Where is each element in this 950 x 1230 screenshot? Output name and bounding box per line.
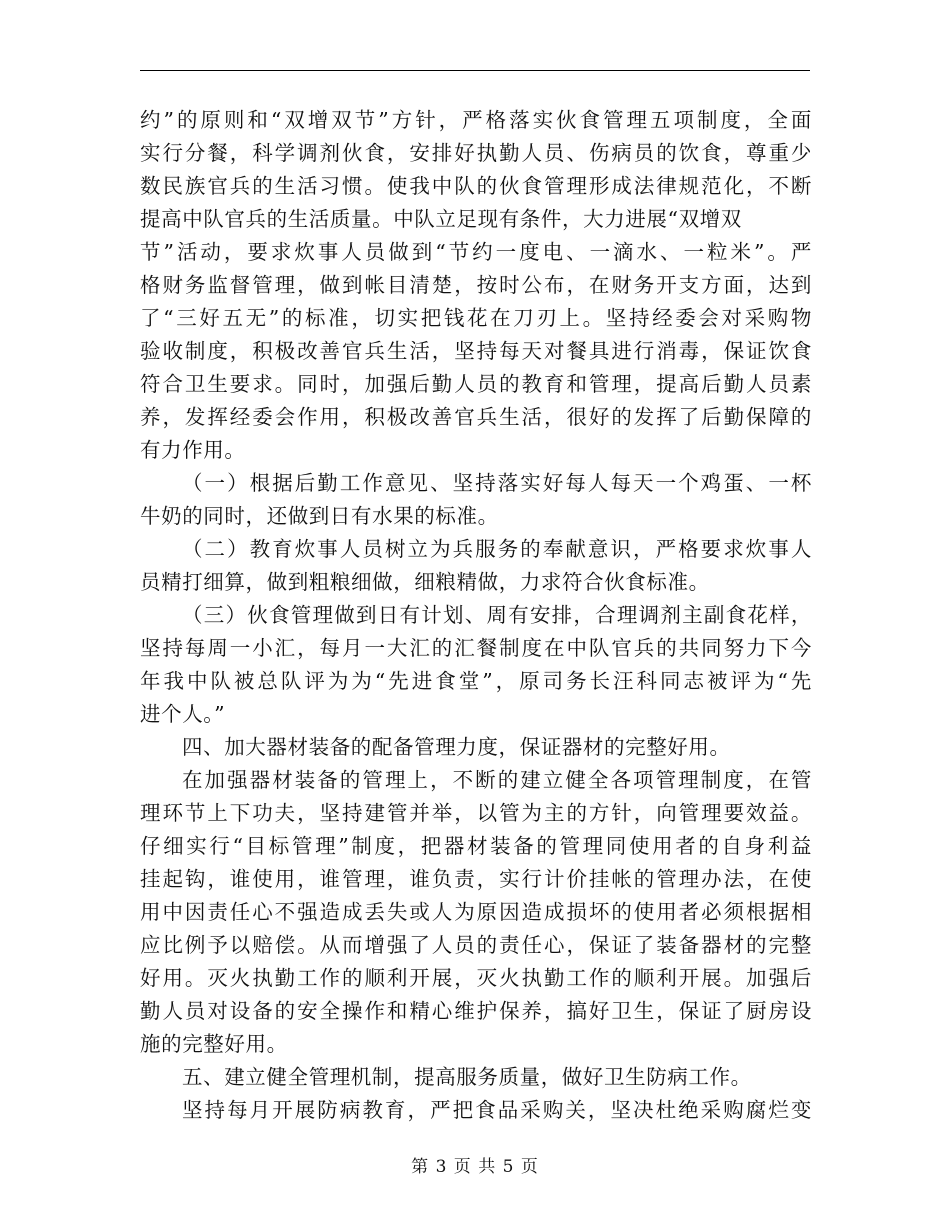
text-line: 理环节上下功夫，坚持建管并举，以管为主的方针，向管理要效益。: [140, 801, 812, 825]
text-line: 勤人员对设备的安全操作和精心维护保养，搞好卫生，保证了厨房设: [140, 999, 812, 1023]
text-line: 牛奶的同时，还做到日有水果的标准。: [140, 504, 499, 528]
text-line: 挂起钩，谁使用，谁管理，谁负责，实行计价挂帐的管理办法，在使: [140, 867, 812, 891]
document-body: [140, 104, 812, 1127]
text-line: 坚持每月开展防病教育，严把食品采购关，坚决杜绝采购腐烂变: [182, 1098, 812, 1122]
text-line: 好用。灭火执勤工作的顺利开展，灭火执勤工作的顺利开展。加强后: [140, 966, 812, 990]
text-line: 在加强器材装备的管理上，不断的建立健全各项管理制度，在管: [182, 768, 812, 792]
text-line: 四、加大器材装备的配备管理力度，保证器材的完整好用。: [182, 735, 731, 759]
text-line: 实行分餐，科学调剂伙食，安排好执勤人员、伤病员的饮食，尊重少: [140, 141, 812, 165]
text-line: 了“三好五无”的标准，切实把钱花在刀刃上。坚持经委会对采购物: [140, 306, 812, 330]
text-line: 数民族官兵的生活习惯。使我中队的伙食管理形成法律规范化，不断: [140, 174, 812, 198]
text-line: （三）伙食管理做到日有计划、周有安排，合理调剂主副食花样，: [182, 603, 812, 627]
text-line: 坚持每周一小汇，每月一大汇的汇餐制度在中队官兵的共同努力下今: [140, 636, 812, 660]
text-line: 员精打细算，做到粗粮细做，细粮精做，力求符合伙食标准。: [140, 570, 710, 594]
text-line: 进个人。”: [140, 702, 226, 726]
text-line: 约”的原则和“双增双节”方针，严格落实伙食管理五项制度，全面: [140, 108, 812, 132]
text-line: 有力作用。: [140, 438, 246, 462]
text-line: 应比例予以赔偿。从而增强了人员的责任心，保证了装备器材的完整: [140, 933, 812, 957]
text-line: 施的完整好用。: [140, 1032, 288, 1056]
text-line: 提高中队官兵的生活质量。中队立足现有条件，大力进展“双增双: [140, 207, 742, 231]
text-line: 用中因责任心不强造成丢失或人为原因造成损坏的使用者必须根据相: [140, 900, 812, 924]
text-line: 节”活动，要求炊事人员做到“节约一度电、一滴水、一粒米”。严: [140, 240, 812, 264]
text-line: 格财务监督管理，做到帐目清楚，按时公布，在财务开支方面，达到: [140, 273, 812, 297]
text-line: 符合卫生要求。同时，加强后勤人员的教育和管理，提高后勤人员素: [140, 372, 812, 396]
text-line: 仔细实行“目标管理”制度，把器材装备的管理同使用者的自身利益: [140, 834, 812, 858]
page-footer: 第 3 页 共 5 页: [411, 1157, 539, 1177]
header-rule: [140, 70, 810, 71]
text-line: （一）根据后勤工作意见、坚持落实好每人每天一个鸡蛋、一杯: [182, 471, 812, 495]
text-line: 五、建立健全管理机制，提高服务质量，做好卫生防病工作。: [182, 1065, 752, 1089]
text-line: 养，发挥经委会作用，积极改善官兵生活，很好的发挥了后勤保障的: [140, 405, 812, 429]
text-line: 年我中队被总队评为为“先进食堂”，原司务长汪科同志被评为“先: [140, 669, 812, 693]
text-line: （二）教育炊事人员树立为兵服务的奉献意识，严格要求炊事人: [182, 537, 812, 561]
text-line: 验收制度，积极改善官兵生活，坚持每天对餐具进行消毒，保证饮食: [140, 339, 812, 363]
